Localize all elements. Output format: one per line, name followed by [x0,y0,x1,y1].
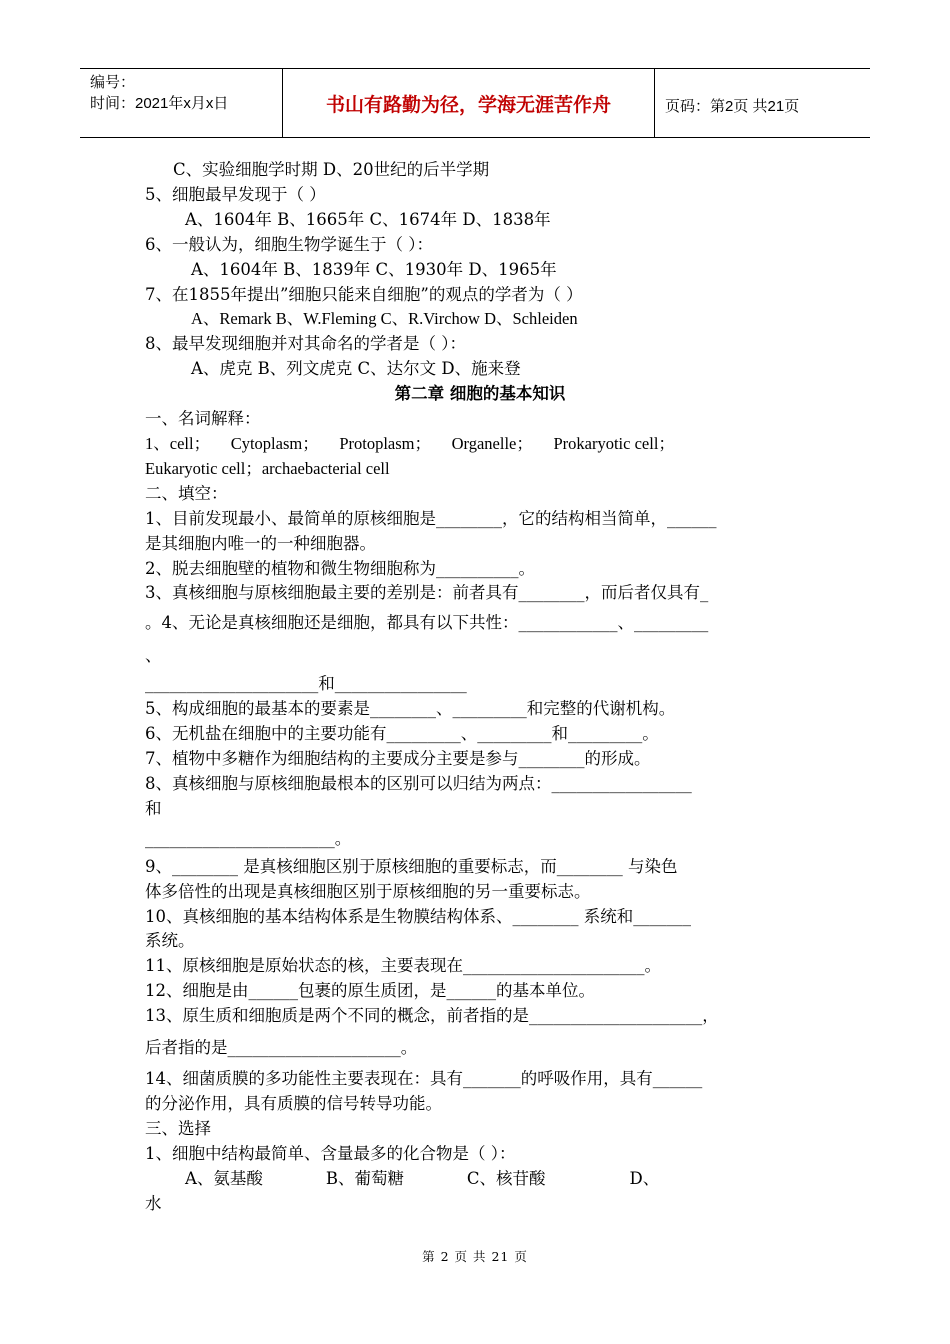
option-line: A、Remark B、W.Fleming C、R.Virchow D、Schleiden [191,309,578,329]
text-line: 体多倍性的出现是真核细胞区别于原核细胞的另一重要标志。 [145,881,591,901]
question-line: 5、细胞最早发现于（ ） [145,184,326,204]
document-body [145,158,815,1217]
chapter-title: 第二章 细胞的基本知识 [394,384,566,404]
number-label: 编号： [90,74,136,91]
option-line: A、1604年 B、1839年 C、1930年 D、1965年 [191,259,557,279]
fill-blank-line: 8、真核细胞与原核细胞最根本的区别可以归结为两点：_________________ [145,773,692,793]
fill-blank-line: 14、细菌质膜的多功能性主要表现在：具有_______的呼吸作用，具有______ [145,1069,703,1089]
question-line: 8、最早发现细胞并对其命名的学者是（ ）： [145,334,466,354]
option-line: A、氨基酸 B、葡萄糖 C、核苷酸 D、 [185,1168,660,1188]
page-header [80,68,870,138]
fill-blank-line: 11、原核细胞是原始状态的核，主要表现在______________________。 [145,956,661,976]
option-line: A、1604年 B、1665年 C、1674年 D、1838年 [185,209,551,229]
text-line: 水 [145,1193,162,1213]
fill-blank-line: 7、植物中多糖作为细胞结构的主要成分主要是参与________的形成。 [145,749,651,769]
motto-cell [283,69,655,137]
fill-blank-line: 12、细胞是由______包裹的原生质团，是______的基本单位。 [145,981,595,1001]
text-line: Eukaryotic cell；archaebacterial cell [145,458,390,478]
text-line: 是其细胞内唯一的一种细胞器。 [145,533,376,553]
fill-blank-line: 9、________ 是真核细胞区别于原核细胞的重要标志，而________ 与染色 [145,856,678,876]
fill-blank-line: _______________________。 [145,828,352,848]
option-line: A、虎克 B、列文虎克 C、达尔文 D、施来登 [191,359,521,379]
text-line: 1、cell； Cytoplasm； Protoplasm； Organelle； Prokaryotic cell； [145,433,675,453]
question-line: 6、一般认为，细胞生物学诞生于（ ）： [145,234,433,254]
question-line: 1、细胞中结构最简单、含量最多的化合物是（ ）： [145,1143,516,1163]
motto: 书山有路勤为径，学海无涯苦作舟 [325,93,611,116]
fill-blank-line: 2、脱去细胞壁的植物和微生物细胞称为__________。 [145,558,535,578]
fill-blank-line: 6、无机盐在细胞中的主要功能有_________、_________和_________。 [145,724,659,744]
fill-blank-line: _____________________和________________ [145,674,467,694]
fill-blank-line: 。4、无论是真核细胞还是细胞，都具有以下共性：____________、_________ [145,613,709,633]
fill-blank-line: 1、目前发现最小、最简单的原核细胞是________，它的结构相当简单，______ [145,508,717,528]
fill-blank-line: 后者指的是_____________________。 [145,1038,418,1058]
question-line: 7、在1855年提出”细胞只能来自细胞”的观点的学者为（ ） [145,284,583,304]
page-number-cell [655,69,870,137]
text-line: C、实验细胞学时期 D、20世纪的后半学期 [173,160,490,179]
fill-blank-line: 10、真核细胞的基本结构体系是生物膜结构体系、________ 系统和_______ [145,906,691,926]
header-info-cell [80,69,283,137]
text-line: 的分泌作用，具有质膜的信号转导功能。 [145,1094,442,1113]
text-line: 和 [145,798,162,818]
text-line: 系统。 [145,931,195,951]
text-line: 、 [145,646,162,666]
section-heading: 一、名词解释： [145,409,261,429]
fill-blank-line: 13、原生质和细胞质是两个不同的概念，前者指的是_____________________， [145,1006,719,1026]
fill-blank-line: 3、真核细胞与原核细胞最主要的差别是：前者具有________，而后者仅具有_ [145,583,709,603]
section-heading: 二、填空： [145,483,228,503]
time-label: 时间：2021年x月x日 [90,95,229,112]
fill-blank-line: 5、构成细胞的最基本的要素是________、_________和完整的代谢机构。 [145,699,676,719]
page-label: 页码：第2页 共21页 [665,98,800,115]
page-footer: 第 2 页 共 21 页 [422,1249,528,1264]
section-heading: 三、选择 [145,1118,211,1138]
